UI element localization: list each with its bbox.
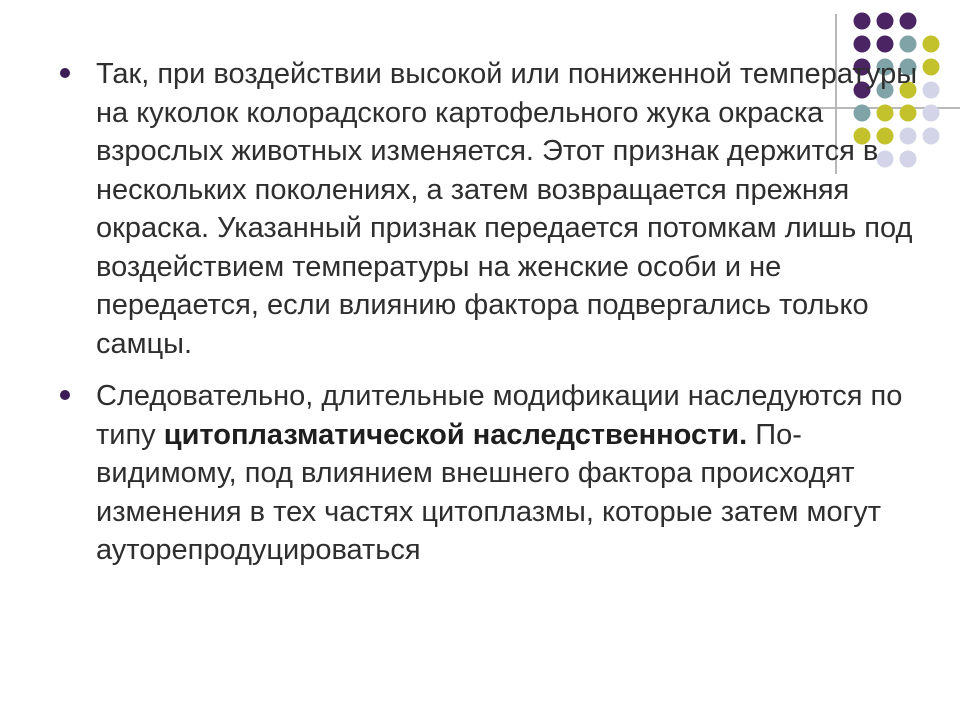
bullet-item-2 [60,377,920,570]
decor-dot [923,82,940,99]
bullet-text-bold: цитоплазматической наследственности. [163,418,748,451]
decor-dot [923,36,940,53]
bullet-item-1 [60,55,920,363]
decor-dot [923,105,940,122]
decor-dot [854,13,871,30]
decor-dot [900,36,917,53]
decor-dot [877,13,894,30]
bullet-dot-icon [60,390,70,400]
bullet-text: Так, при воздействии высокой или пониженной температуры на куколок колорадского картофельного жука окраска взрослых животных изменяется. Этот признак держится в нескольких поколениях, а затем возвращается прежняя окраска. Указанный признак передается потомкам лишь под воздействием температуры на женские особи и не передается, если влиянию фактора подвергались только самцы. [96,58,918,360]
bullet-text-end: По-видимому, под влиянием внешнего фактора происходят изменения в тех частях цитоплазмы, которые затем могут ауторепродуцироваться [96,418,881,566]
bullet-dot-icon [60,68,70,78]
decor-dot [877,36,894,53]
slide-body [60,55,920,584]
decor-dot [900,13,917,30]
decor-dot [854,36,871,53]
bullet-text-start: Следовательно, длительные модификации наследуются по типу [96,380,903,451]
decor-dot [923,128,940,145]
decor-dot [923,59,940,76]
